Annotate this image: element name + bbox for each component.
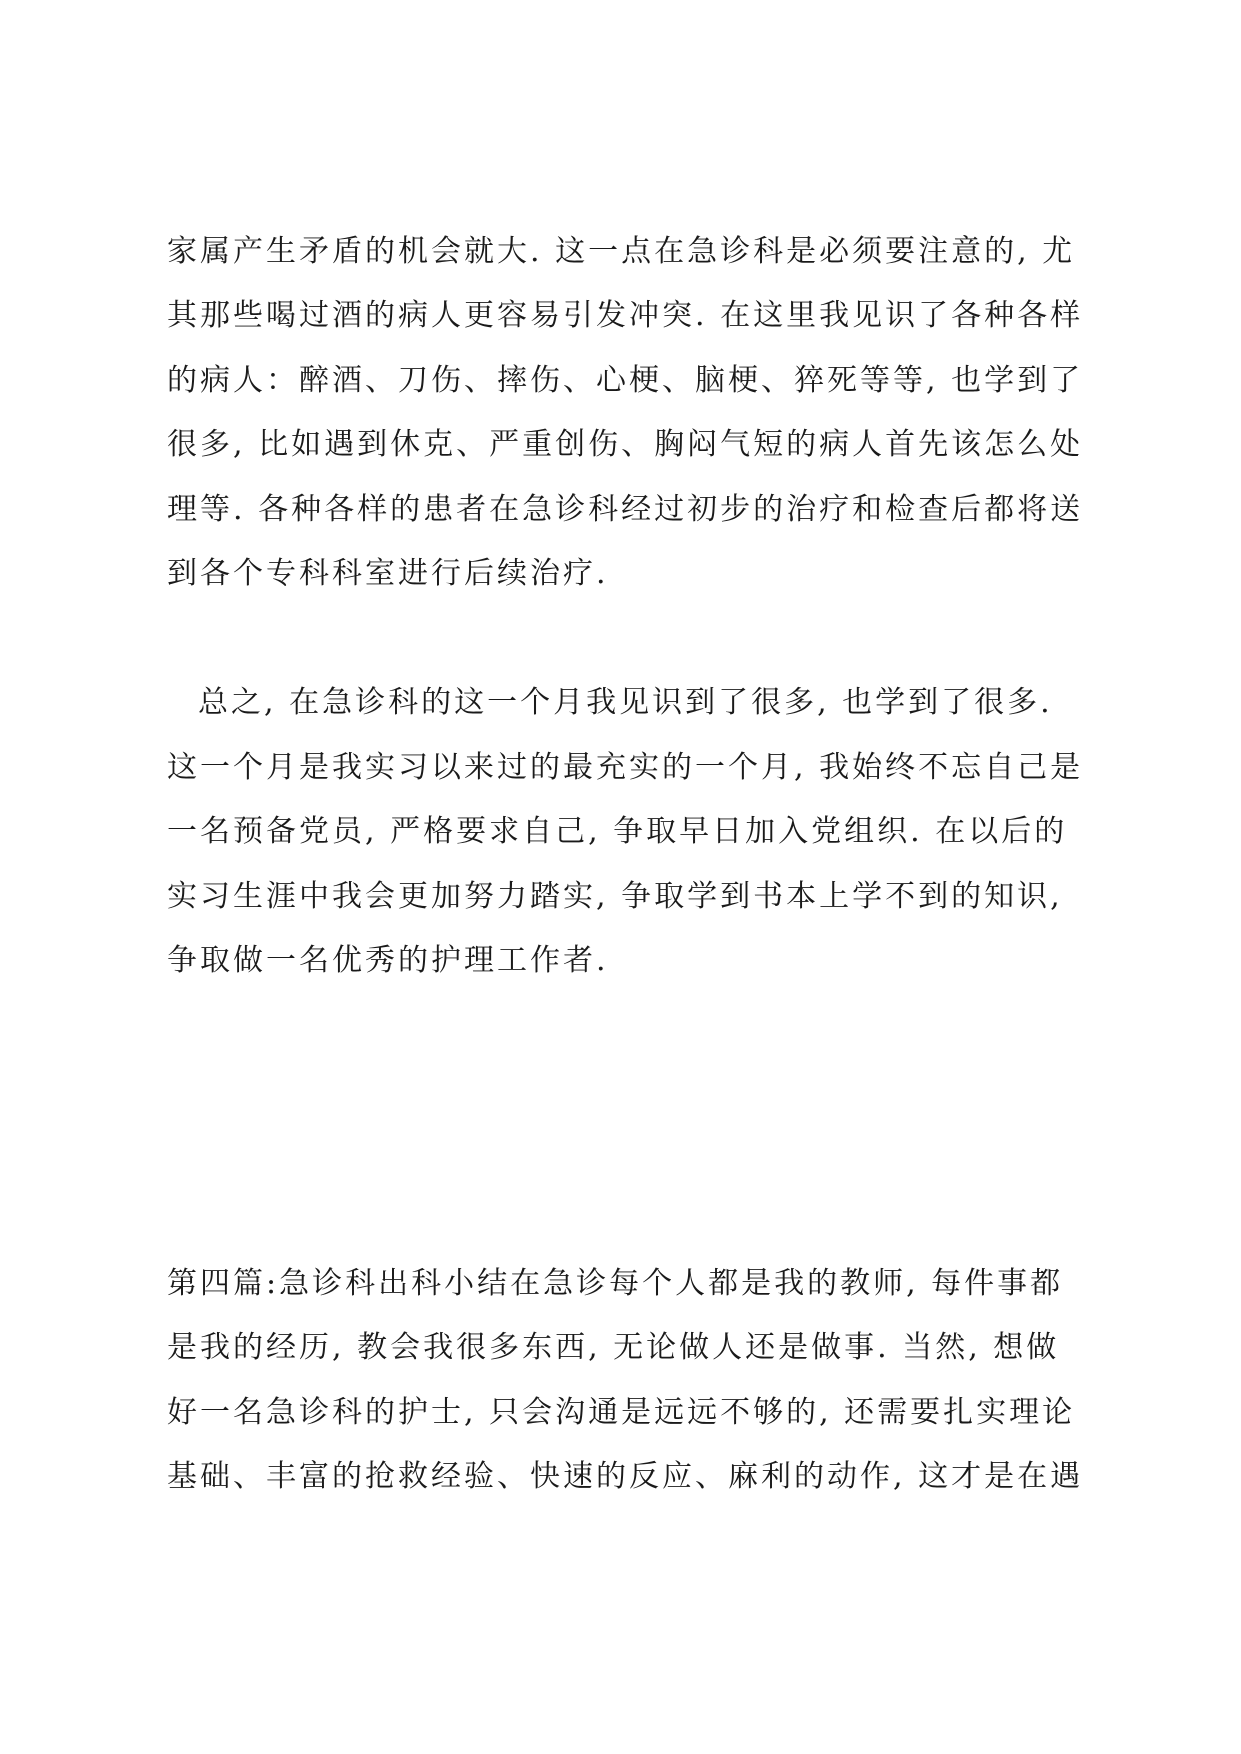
text-line: 到各个专科科室进行后续治疗.: [167, 556, 609, 591]
text-line: 很多, 比如遇到休克、严重创伤、胸闷气短的病人首先该怎么处: [167, 427, 1084, 462]
text-line: 理等. 各种各样的患者在急诊科经过初步的治疗和检查后都将送: [167, 492, 1084, 527]
text-line: 一名预备党员, 严格要求自己, 争取早日加入党组织. 在以后的: [167, 814, 1068, 849]
text-line: 的病人：醉酒、刀伤、摔伤、心梗、脑梗、猝死等等, 也学到了: [167, 363, 1084, 398]
text-line: 是我的经历, 教会我很多东西, 无论做人还是做事. 当然, 想做: [167, 1330, 1060, 1365]
text-line: 家属产生矛盾的机会就大. 这一点在急诊科是必须要注意的, 尤: [167, 234, 1076, 269]
text-line: 实习生涯中我会更加努力踏实, 争取学到书本上学不到的知识,: [167, 879, 1063, 914]
text-line: 第四篇:急诊科出科小结在急诊每个人都是我的教师, 每件事都: [167, 1266, 1064, 1301]
text-line: 好一名急诊科的护士, 只会沟通是远远不够的, 还需要扎实理论: [167, 1395, 1076, 1430]
text-line: 总之, 在急诊科的这一个月我见识到了很多, 也学到了很多.: [198, 685, 1053, 720]
text-line: 争取做一名优秀的护理工作者.: [167, 943, 609, 978]
text-line: 基础、丰富的抢救经验、快速的反应、麻利的动作, 这才是在遇: [167, 1459, 1084, 1494]
text-line: 这一个月是我实习以来过的最充实的一个月, 我始终不忘自己是: [167, 750, 1084, 785]
text-line: 其那些喝过酒的病人更容易引发冲突. 在这里我见识了各种各样: [167, 298, 1084, 333]
